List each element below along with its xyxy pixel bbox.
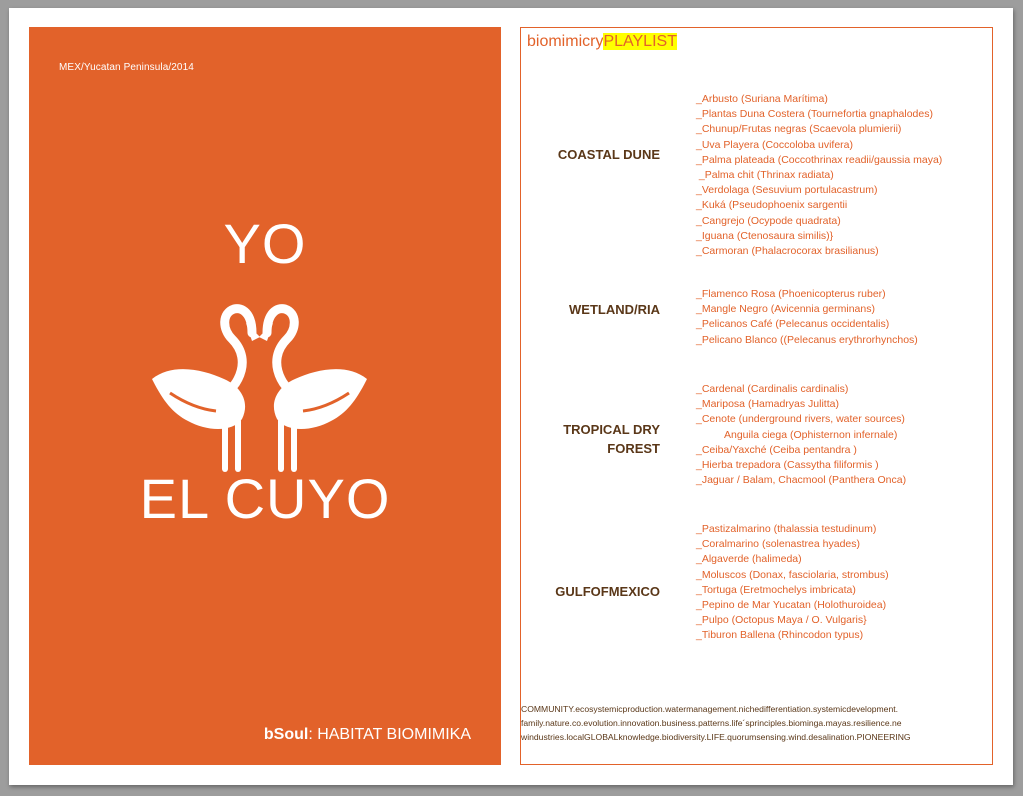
list-item: _Coralmarino (solenastrea hyades) bbox=[696, 538, 860, 551]
cover-title-bottom: EL CUYO bbox=[139, 467, 391, 530]
location-label: MEX/Yucatan Peninsula/2014 bbox=[59, 62, 194, 73]
section-heading-line: FOREST bbox=[607, 441, 660, 456]
list-item: _Mariposa (Hamadryas Julitta) bbox=[696, 398, 839, 411]
list-item: _Pepino de Mar Yucatan (Holothuroidea) bbox=[696, 599, 887, 612]
brand-bold: bSoul bbox=[263, 726, 309, 743]
section-list-wetland-ria bbox=[696, 287, 918, 348]
list-item: _Cangrejo (Ocypode quadrata) bbox=[696, 214, 841, 227]
list-item: _Flamenco Rosa (Phoenicopterus ruber) bbox=[696, 288, 886, 300]
list-item: _Uva Playera (Coccoloba uvifera) bbox=[696, 138, 853, 151]
list-item: _Moluscos (Donax, fasciolaria, strombus) bbox=[696, 568, 889, 581]
document-page bbox=[9, 8, 1013, 785]
cover-title-top: YO bbox=[223, 212, 307, 275]
list-item: _Tortuga (Eretmochelys imbricata) bbox=[696, 583, 856, 596]
flamingo-pair-icon bbox=[142, 293, 377, 473]
keywords-line: windustries.localGLOBALknowledge.biodiversity.LIFE.quorumsensing.wind.desalination.PIONEERING bbox=[521, 732, 911, 742]
list-item: Anguila ciega (Ophisternon infernale) bbox=[724, 428, 898, 441]
section-heading-wetland-ria: WETLAND/RIA bbox=[569, 302, 660, 317]
playlist-title bbox=[527, 33, 677, 51]
section-heading-coastal-dune: COASTAL DUNE bbox=[557, 147, 660, 162]
section-list-tropical-dry-forest bbox=[696, 382, 906, 488]
section-list-coastal-dune bbox=[696, 92, 942, 259]
brand-rest: : HABITAT BIOMIMIKA bbox=[308, 726, 471, 743]
list-item: _Cenote (underground rivers, water sources) bbox=[696, 413, 905, 426]
section-heading-tropical-dry-forest bbox=[563, 420, 660, 458]
keywords-line: COMMUNITY.ecosystemicproduction.watermanagement.nichedifferentiation.systemicdevelopment. bbox=[521, 704, 899, 714]
playlist-title-highlight: PLAYLIST bbox=[603, 33, 677, 50]
list-item: _Tiburon Ballena (Rhincodon typus) bbox=[696, 629, 864, 642]
keywords-line: family.nature.co.evolution.innovation.business.patterns.life´sprinciples.biominga.mayas.resilience.ne bbox=[521, 718, 902, 728]
list-item: _Pulpo (Octopus Maya / O. Vulgaris} bbox=[696, 614, 867, 627]
list-item: _Algaverde (halimeda) bbox=[696, 553, 802, 566]
list-item: _Carmoran (Phalacrocorax brasilianus) bbox=[696, 245, 879, 258]
cover-panel bbox=[29, 27, 501, 765]
list-item: _Hierba trepadora (Cassytha filiformis ) bbox=[696, 459, 879, 472]
list-item: _Palma plateada (Coccothrinax readii/gaussia maya) bbox=[696, 153, 943, 166]
list-item: _Verdolaga (Sesuvium portulacastrum) bbox=[696, 184, 878, 197]
keywords-footer bbox=[521, 702, 993, 744]
list-item: _Ceiba/Yaxché (Ceiba pentandra ) bbox=[696, 443, 857, 456]
playlist-title-prefix: biomimicry bbox=[527, 33, 604, 50]
list-item: _Pelicano Blanco ((Pelecanus erythrorhynchos) bbox=[696, 333, 918, 346]
section-list-gulf-of-mexico bbox=[696, 522, 889, 644]
list-item: _Plantas Duna Costera (Tournefortia gnaphalodes) bbox=[696, 108, 933, 121]
list-item: _Mangle Negro (Avicennia germinans) bbox=[696, 303, 875, 316]
list-item: _Pelicanos Café (Pelecanus occidentalis) bbox=[696, 318, 890, 331]
section-heading-gulf-of-mexico: GULFOFMEXICO bbox=[555, 584, 660, 599]
list-item: _Jaguar / Balam, Chacmool (Panthera Onca) bbox=[696, 474, 907, 487]
list-item: _Pastizalmarino (thalassia testudinum) bbox=[696, 523, 877, 535]
list-item: _Kuká (Pseudophoenix sargentii bbox=[696, 199, 848, 212]
list-item: _Chunup/Frutas negras (Scaevola plumierii) bbox=[696, 123, 902, 136]
brand-label bbox=[264, 725, 471, 745]
list-item: _Iguana (Ctenosaura similis)} bbox=[696, 229, 834, 242]
section-heading-line: TROPICAL DRY bbox=[563, 422, 660, 437]
list-item: _Palma chit (Thrinax radiata) bbox=[696, 169, 834, 182]
list-item: _Arbusto (Suriana Marítima) bbox=[696, 93, 828, 105]
list-item: _Cardenal (Cardinalis cardinalis) bbox=[696, 383, 849, 395]
